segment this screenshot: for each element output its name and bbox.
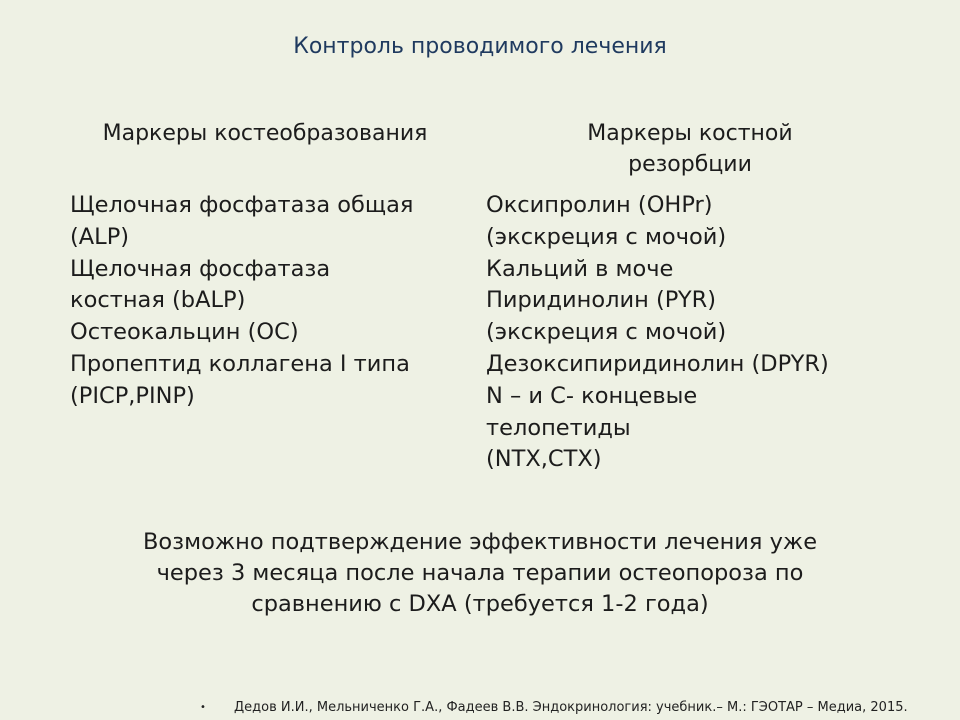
list-item: Дезоксипиридинолин (DPYR)	[486, 350, 829, 377]
list-item: телопетиды	[486, 414, 631, 441]
list-item: (PICP,PINP)	[70, 382, 195, 409]
reference-text: Дедов И.И., Мельниченко Г.А., Фадеев В.В. Эндокринология: учебник.– М.: ГЭОТАР – Медиа, 2015.	[234, 700, 908, 715]
bone-formation-markers-heading: Маркеры костеобразования	[102, 121, 428, 146]
list-item: (экскреция с мочой)	[486, 319, 727, 346]
list-item: Щелочная фосфатаза	[70, 255, 331, 282]
list-item: Остеокальцин (ОС)	[70, 319, 299, 346]
heading-line: Маркеры костной	[587, 121, 793, 146]
note-line: Возможно подтверждение эффективности лечения уже	[142, 529, 818, 555]
heading-line: резорбции	[628, 152, 752, 177]
reference	[200, 700, 940, 715]
note-line: через 3 месяца после начала терапии остеопороза по	[156, 560, 804, 586]
list-item: (экскреция с мочой)	[486, 223, 727, 250]
bullet-icon: •	[200, 702, 206, 713]
list-item: Оксипролин (OHPr)	[486, 192, 713, 218]
bone-formation-markers-list	[70, 190, 480, 413]
list-item: Пиридинолин (PYR)	[486, 287, 716, 314]
list-item: костная (bALP)	[70, 287, 246, 314]
conclusion-note	[60, 527, 900, 620]
slide-title: Контроль проводимого лечения	[293, 34, 667, 59]
list-item: N – и С- концевые	[486, 382, 698, 409]
list-item: Пропептид коллагена I типа	[70, 350, 410, 377]
list-item: Кальций в моче	[486, 255, 674, 282]
list-item: (ALP)	[70, 223, 130, 250]
bone-resorption-markers-heading	[490, 118, 890, 180]
bone-resorption-markers-list	[486, 190, 906, 476]
note-line: сравнению с DXA (требуется 1-2 года)	[251, 591, 709, 617]
list-item: Щелочная фосфатаза общая	[70, 192, 414, 218]
list-item: (NTX,CTX)	[486, 446, 602, 473]
